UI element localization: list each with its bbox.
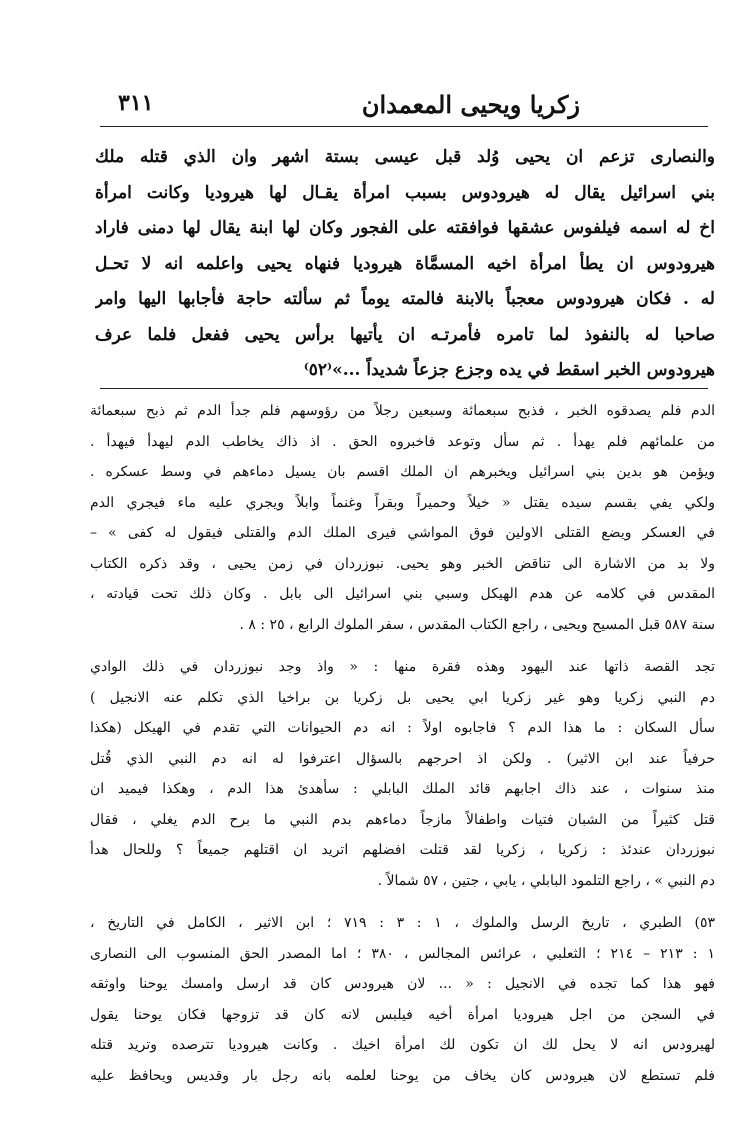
footnotes xyxy=(90,396,715,1091)
paragraph-gap xyxy=(90,896,715,908)
running-title: زكريا ويحيى المعمدان xyxy=(361,90,580,119)
footnote-line: ٥٣) الطبري ، تاريخ الرسل والملوك ، ١ : ٣ : ٧١٩ ؛ ابن الاثير ، الكامل في التاريخ ، xyxy=(90,915,715,931)
footnote-separator xyxy=(100,388,708,389)
footnote-line: فلم تستطع لان هيرودس كان يخاف من يوحنا لعلمه بانه رجل بار وقديس ويحافظ عليه xyxy=(90,1067,715,1084)
main-text-line: له . فكان هيرودوس معجباً بالابنة فالمته يوماً ثم سألته حاجة فأجابها اليها وامر xyxy=(95,289,715,309)
footnote-line: من علمائهم فلم يهدأ . ثم سأل وتوعد فاخبروه الحق . اذ ذاك يخاطب الدم ليهدأ فيهدأ . xyxy=(90,433,715,450)
footnote-line: المقدس في كلامه عن هدم الهيكل وسبي بني اسرائيل الى بابل . وكان ذلك تحت قيادته ، xyxy=(90,586,715,602)
main-text-line: بني اسرائيل يقال له هيرودوس بسبب امرأة يقـال لها هيروديا وكانت امرأة xyxy=(95,182,715,203)
footnote-line: ولكي يفي بقسم سيده يقتل « خيلاً وحميراً وبقراً وغنماً وابلاً ويجري عليه ماء فيجري الدم xyxy=(90,494,715,511)
main-text xyxy=(95,140,715,389)
footnote-line: دم النبي زكريا وهو غير زكريا ابي يحيى بل زكريا بن براخيا الذي تكلم عنه الانجيل ) xyxy=(90,689,715,706)
header-rule xyxy=(100,126,708,127)
page-header xyxy=(100,84,700,124)
footnote-line: في السجن من اجل هيروديا امرأة أخيه فيلبس لانه كان قد تزوجها فكان يوحنا يقول xyxy=(90,1006,715,1023)
main-text-line: اخ له اسمه فيلفوس عشقها فوافقته على الفجور وكان لها ابنة يقال لها دمنى فاراد xyxy=(95,218,715,238)
footnote-line: سأل السكان : ما هذا الدم ؟ فاجابوه اولاً : انه دم الحيوانات التي تقدم في الهيكل (هكذا xyxy=(90,720,715,736)
footnote-line: حرفياً عند ابن الاثير) . ولكن اذ احرجهم بالسؤال اعترفوا له انه دم النبي الذي قُتل xyxy=(90,750,715,767)
footnote-line: نبوزردان عندئذ : زكريا ، زكريا لقد قتلت افضلهم اتريد ان اقتلهم جميعاً ؟ وللحال هدأ xyxy=(90,842,715,858)
main-text-line: هيرودوس الخبر اسقط في يده وجزع جزعاً شديداً ...»⁽٥٢⁾ xyxy=(303,360,715,380)
footnote-line: قتل كثيراً من الشبان فتيات واطفالاً مازجاً دماءهم بدم النبي ما برح الدم يغلي ، فقال xyxy=(90,811,715,828)
footnote-line: لهيرودس انه لا يحل لك ان تكون لك امرأة اخيك . وكانت هيروديا تترصده وتريد قتله xyxy=(90,1037,715,1053)
main-text-line: هيرودوس ان يطأ امرأة اخيه المسمَّاة هيروديا فنهاه يحيى واعلمه انه لا تحـل xyxy=(95,253,715,274)
footnote-line: ولا بد من الاشارة الى تناقض الخبر وهو يحيى. نبوزردان في زمن يحيى ، وقد ذكره الكتاب xyxy=(90,555,715,572)
footnote-line: الدم فلم يصدقوه الخبر ، فذبح سبعمائة وسبعين رجلاً من رؤوسهم فلم جدأ الدم ثم ذبح سبعمائة xyxy=(90,403,715,419)
page-number: ٣١١ xyxy=(118,90,154,116)
footnote-line: فهو هذا كما تجده في الانجيل : « ... لان هيرودس كان قد ارسل وامسك يوحنا واوثقه xyxy=(90,976,715,992)
paragraph-gap xyxy=(90,640,715,652)
footnote-line: في العسكر ويضع القتلى الاولين فوق المواشي فيرى الملك الدم والقتلى فيقول له كفى » – xyxy=(90,525,715,541)
footnote-line: تجد القصة ذاتها عند اليهود وهذه فقرة منها : « واذ وجد نبوزردان في ذلك الوادي xyxy=(90,659,715,675)
footnote-line: ويؤمن هو بدين بني اسرائيل ويخبرهم ان الملك اقسم بان يسيل دماءهم في وسط عسكره . xyxy=(90,464,715,480)
main-text-line: صاحبا له بالنفوذ لما تامره فأمرتـه ان يأتيها برأس يحيى ففعل فلما عرف xyxy=(95,324,715,345)
footnote-line: دم النبي » ، راجع التلمود البابلي ، يابي ، جتين ، ٥٧ شمالاً . xyxy=(377,872,715,889)
footnote-line: منذ سنوات ، عند ذاك اجابهم قائد الملك البابلي : سأهدئ هذا الدم ، وهكذا فيميد ان xyxy=(90,781,715,797)
footnote-line: سنة ٥٨٧ قبل المسيح ويحيى ، راجع الكتاب المقدس ، سفر الملوك الرابع ، ٢٥ : ٨ . xyxy=(239,616,715,633)
footnote-line: ١ : ٢١٣ – ٢١٤ ؛ الثعلبي ، عرائس المجالس ، ٣٨٠ ؛ اما المصدر الحق المنسوب الى النصارى xyxy=(90,945,715,962)
main-text-line: والنصارى تزعم ان يحيى وُلد قبل عيسى بستة اشهر وان الذي قتله ملك xyxy=(95,147,715,167)
